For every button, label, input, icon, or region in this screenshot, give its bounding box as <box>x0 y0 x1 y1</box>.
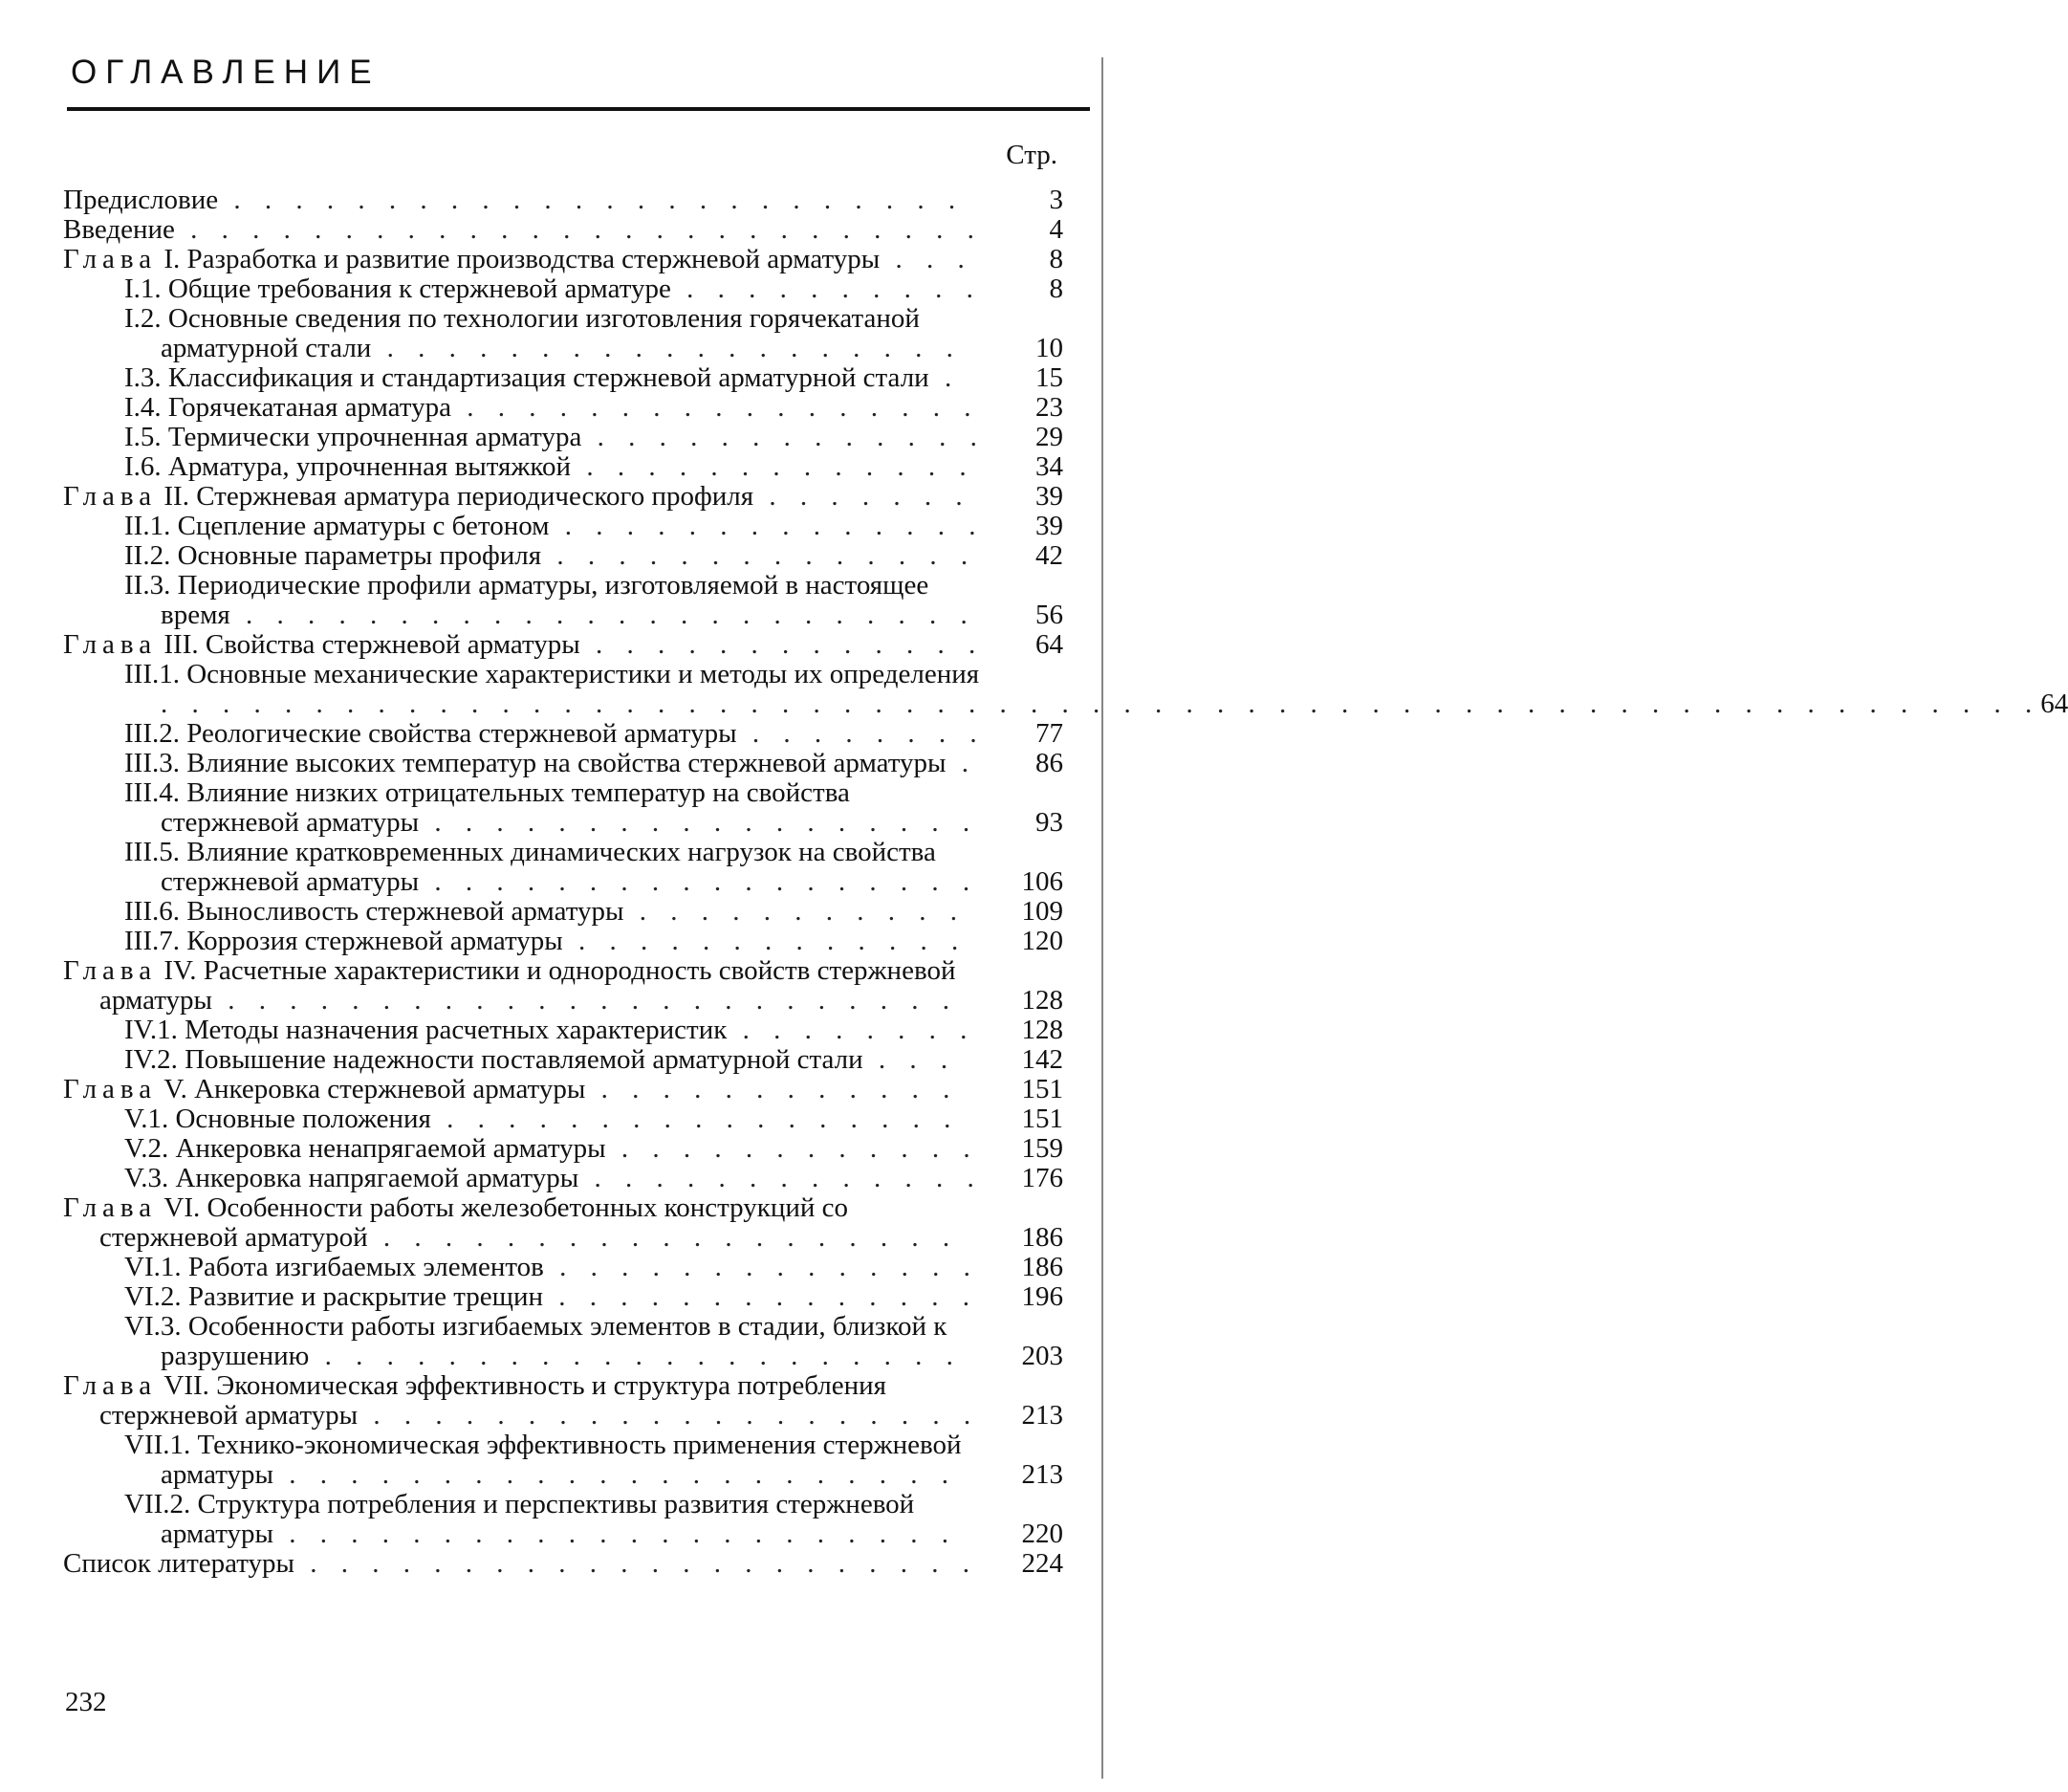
toc-entry-title <box>63 423 987 452</box>
toc-entry-page: 29 <box>1035 422 1063 452</box>
toc-entry-page: 151 <box>1021 1074 1063 1104</box>
toc-entry <box>63 1104 1063 1134</box>
toc-entry-title <box>63 541 987 571</box>
toc-entry-text: III.5. Влияние кратковременных динамических нагрузок на свойства стержневой арматуры <box>124 837 936 897</box>
toc-entry <box>63 659 2068 719</box>
toc-entry-text: IV. Расчетные характеристики и однородность свойств стержневой арматуры <box>99 955 956 1016</box>
toc-entry <box>63 571 1063 630</box>
dot-leader: . . . <box>880 244 973 274</box>
toc-entry-title <box>63 1104 987 1134</box>
toc-entry-title <box>63 1045 987 1075</box>
toc-entry-text: III.1. Основные механические характеристики и методы их определения <box>124 659 980 689</box>
toc-entry-text: VII.1. Технико-экономическая эффективность применения стержневой арматуры <box>124 1430 962 1490</box>
toc-entry-page: 109 <box>1021 896 1063 927</box>
toc-entry-title <box>63 363 987 393</box>
toc-entry-text: VI. Особенности работы железобетонных конструкций со стержневой арматурой <box>99 1192 849 1253</box>
toc-entry-page: 128 <box>1021 1015 1063 1045</box>
toc-entry-page: 93 <box>1035 807 1063 838</box>
dot-leader: . . . . . . . . . . . . . . <box>543 1252 979 1282</box>
dot-leader: . . . . . . . . . . . . . . . . . <box>430 1104 960 1134</box>
toc-entry-page: 213 <box>1021 1459 1063 1490</box>
toc-entry-text: Предисловие <box>63 185 219 215</box>
toc-entry-title <box>63 897 987 927</box>
dot-leader: . . . . . . . . . . . . . <box>571 451 975 482</box>
toc-entry <box>63 393 1063 423</box>
toc-entry-page: 56 <box>1035 600 1063 630</box>
toc-entry-title <box>63 778 987 838</box>
toc-entry <box>63 838 1063 897</box>
table-of-contents <box>63 185 2068 1579</box>
dot-leader: . . . . . . . . . . . . . . . . . . <box>419 807 979 838</box>
toc-entry <box>63 1075 1063 1104</box>
toc-entry-title <box>63 1075 987 1104</box>
toc-entry-title <box>63 660 2040 719</box>
toc-entry-title <box>63 393 987 423</box>
toc-entry <box>63 1371 1063 1431</box>
toc-entry <box>63 1164 1063 1193</box>
toc-entry-title <box>63 482 987 512</box>
toc-entry <box>63 1253 1063 1282</box>
toc-entry-title <box>63 1016 987 1045</box>
toc-entry <box>63 541 1063 571</box>
toc-entry-text: VI.3. Особенности работы изгибаемых элементов в стадии, близкой к разрушению <box>124 1311 947 1371</box>
toc-entry-title <box>63 927 987 956</box>
toc-entry <box>63 423 1063 452</box>
toc-entry-text: II. Стержневая арматура периодического профиля <box>157 481 754 512</box>
toc-entry-text: III.4. Влияние низких отрицательных температур на свойства стержневой арматуры <box>124 777 850 838</box>
toc-entry-title <box>63 1490 987 1549</box>
dot-leader: . . . . . . . . . . . . . <box>578 1163 983 1193</box>
dot-leader: . . . . . . . . . . . . . . <box>543 1281 979 1312</box>
toc-entry-page: 10 <box>1035 333 1063 363</box>
dot-leader: . . . . . . . . . . . . . <box>562 926 968 956</box>
dot-leader: . . . . . . . . . . . . . . . . . . . . . . . . . . . . . . . . . . . . . . . . . . . . . . . . . . . . . . . . . . . . . <box>161 688 2041 719</box>
toc-entry-page: 64 <box>2040 688 2068 719</box>
dot-leader: . . . . . . . . . . . . <box>585 1074 959 1104</box>
dot-leader: . . . . . . . . . . . . . . . . . . . <box>367 1222 959 1253</box>
dot-leader: . . . . . . . . . . . . . . <box>549 511 985 541</box>
toc-entry-title <box>63 1371 987 1431</box>
toc-entry-title <box>63 956 987 1016</box>
toc-entry <box>63 1431 1063 1490</box>
toc-entry-text: III.6. Выносливость стержневой арматуры <box>124 896 624 927</box>
toc-entry-text: III.3. Влияние высоких температур на свойства стержневой арматуры <box>124 748 947 778</box>
page-number: 232 <box>65 1687 107 1717</box>
toc-entry-page: 8 <box>1049 273 1063 304</box>
dot-leader: . . . . . . . . . . . . . <box>579 629 985 660</box>
toc-entry-title <box>63 630 987 660</box>
toc-entry <box>63 1490 1063 1549</box>
chapter-prefix: Глава <box>63 1074 158 1104</box>
toc-entry-title <box>63 1282 987 1312</box>
toc-entry <box>63 186 1063 215</box>
toc-entry-page: 3 <box>1049 185 1063 215</box>
toc-entry-text: V.1. Основные положения <box>124 1104 431 1134</box>
dot-leader: . . . . . . . . <box>736 718 986 749</box>
dot-leader: . . . . . . . . . . . . . . . . . . . . <box>358 1400 980 1431</box>
toc-entry-text: V.3. Анкеровка напрягаемой арматуры <box>124 1163 579 1193</box>
toc-entry-title <box>63 1164 987 1193</box>
toc-entry-page: 176 <box>1021 1163 1063 1193</box>
toc-entry-title <box>63 1193 987 1253</box>
toc-entry-page: 64 <box>1035 629 1063 660</box>
toc-entry-title <box>63 1253 987 1282</box>
toc-entry-title <box>63 719 987 749</box>
toc-entry-page: 186 <box>1021 1222 1063 1253</box>
chapter-prefix: Глава <box>63 1192 158 1223</box>
toc-entry-text: VII.2. Структура потребления и перспективы развития стержневой арматуры <box>124 1489 915 1549</box>
toc-entry <box>63 512 1063 541</box>
toc-entry <box>63 245 1063 274</box>
toc-entry <box>63 927 1063 956</box>
dot-leader: . . . . . . . . . . . . . <box>581 422 986 452</box>
dot-leader: . <box>928 362 961 393</box>
toc-entry-page: 128 <box>1021 985 1063 1016</box>
dot-leader: . . . <box>862 1044 957 1075</box>
toc-entry-page: 77 <box>1035 718 1063 749</box>
toc-entry-text: II.2. Основные параметры профиля <box>124 540 542 571</box>
toc-entry-page: 4 <box>1049 214 1063 245</box>
toc-entry <box>63 304 1063 363</box>
toc-entry-page: 42 <box>1035 540 1063 571</box>
dot-leader: . . . . . . . . . . . . . . . . . . . . . . . . . . <box>174 214 983 245</box>
toc-entry <box>63 1016 1063 1045</box>
toc-entry <box>63 452 1063 482</box>
toc-entry-title <box>63 1134 987 1164</box>
toc-entry <box>63 274 1063 304</box>
toc-entry-page: 34 <box>1035 451 1063 482</box>
chapter-prefix: Глава <box>63 1370 158 1401</box>
dot-leader: . . . . . . . . . . . . . . . . . . . . . . <box>272 1459 957 1490</box>
dot-leader: . . . . . . . . . . . . <box>605 1133 979 1164</box>
toc-entry-page: 213 <box>1021 1400 1063 1431</box>
dot-leader: . . . . . . . . . . . <box>623 896 966 927</box>
toc-entry-title <box>63 1431 987 1490</box>
toc-entry-text: VI.2. Развитие и раскрытие трещин <box>124 1281 544 1312</box>
toc-entry-text: I.5. Термически упрочненная арматура <box>124 422 582 452</box>
toc-entry <box>63 1193 1063 1253</box>
toc-entry-text: II.1. Сцепление арматуры с бетоном <box>124 511 550 541</box>
toc-entry-text: VI.1. Работа изгибаемых элементов <box>124 1252 544 1282</box>
toc-entry-page: 15 <box>1035 362 1063 393</box>
toc-entry <box>63 215 1063 245</box>
dot-leader: . . . . . . . . . . . . . . . . . . . . . <box>309 1341 962 1371</box>
toc-entry <box>63 1045 1063 1075</box>
toc-entry-text: VII. Экономическая эффективность и структура потребления стержневой арматуры <box>99 1370 887 1431</box>
toc-entry-page: 120 <box>1021 926 1063 956</box>
toc-entry <box>63 778 1063 838</box>
toc-entry <box>63 363 1063 393</box>
toc-entry-title <box>63 304 987 363</box>
toc-entry-text: Введение <box>63 214 175 245</box>
toc-entry-page: 39 <box>1035 481 1063 512</box>
toc-entry-text: III. Свойства стержневой арматуры <box>157 629 580 660</box>
toc-entry-text: I.3. Классификация и стандартизация стержневой арматурной стали <box>124 362 929 393</box>
toc-entry-page: 142 <box>1021 1044 1063 1075</box>
toc-entry-page: 23 <box>1035 392 1063 423</box>
toc-entry-page: 220 <box>1021 1519 1063 1549</box>
toc-entry-text: II.3. Периодические профили арматуры, изготовляемой в настоящее время <box>124 570 929 630</box>
dot-leader: . . . . . . . . . . <box>670 273 982 304</box>
toc-entry-page: 196 <box>1021 1281 1063 1312</box>
toc-entry-title <box>63 215 987 245</box>
toc-entry <box>63 482 1063 512</box>
toc-entry-page: 224 <box>1021 1548 1063 1579</box>
chapter-prefix: Глава <box>63 481 158 512</box>
dot-leader: . . . . . . . . . . . . . . . . . <box>450 392 980 423</box>
toc-entry-text: V. Анкеровка стержневой арматуры <box>157 1074 586 1104</box>
dot-leader: . . . . . . . . . . . . . . <box>541 540 977 571</box>
toc-entry-text: IV.1. Методы назначения расчетных характеристик <box>124 1015 728 1045</box>
toc-entry <box>63 749 1063 778</box>
chapter-prefix: Глава <box>63 629 158 660</box>
dot-leader: . . . . . . . . <box>727 1015 976 1045</box>
chapter-prefix: Глава <box>63 955 158 986</box>
toc-entry-page: 86 <box>1035 748 1063 778</box>
toc-entry <box>63 956 1063 1016</box>
toc-entry <box>63 719 1063 749</box>
page-heading: ОГЛАВЛЕНИЕ <box>71 54 381 91</box>
toc-entry-page: 186 <box>1021 1252 1063 1282</box>
dot-leader: . . . . . . . . . . . . . . . . . . . . . . . . <box>229 600 976 630</box>
dot-leader: . . . . . . . . . . . . . . . . . . <box>419 866 979 897</box>
toc-entry <box>63 1134 1063 1164</box>
toc-entry-text: III.2. Реологические свойства стержневой арматуры <box>124 718 737 749</box>
toc-entry-page: 203 <box>1021 1341 1063 1371</box>
toc-entry-title <box>63 274 987 304</box>
toc-entry-title <box>63 1549 987 1579</box>
toc-entry-text: I.2. Основные сведения по технологии изготовления горячекатаной арматурной стали <box>124 303 920 363</box>
dot-leader: . . . . . . . . . . . . . . . . . . . <box>371 333 962 363</box>
page-column-label: Стр. <box>1006 140 1057 170</box>
toc-entry-title <box>63 245 987 274</box>
toc-entry-page: 39 <box>1035 511 1063 541</box>
toc-entry-title <box>63 512 987 541</box>
toc-entry-page: 151 <box>1021 1104 1063 1134</box>
toc-entry <box>63 1282 1063 1312</box>
chapter-prefix: Глава <box>63 244 158 274</box>
toc-entry-page: 106 <box>1021 866 1063 897</box>
toc-entry-title <box>63 452 987 482</box>
toc-entry <box>63 1312 1063 1371</box>
toc-entry-title <box>63 1312 987 1371</box>
toc-entry-page: 8 <box>1049 244 1063 274</box>
dot-leader: . . . . . . . . . . . . . . . . . . . . . . . . <box>211 985 958 1016</box>
dot-leader: . . . . . . . . . . . . . . . . . . . . . . . . <box>218 185 965 215</box>
toc-entry-title <box>63 571 987 630</box>
dot-leader: . . . . . . . . . . . . . . . . . . . . . . <box>272 1519 957 1549</box>
toc-entry-page: 159 <box>1021 1133 1063 1164</box>
toc-entry-text: Список литературы <box>63 1548 295 1579</box>
toc-entry <box>63 630 1063 660</box>
dot-leader: . <box>946 748 978 778</box>
toc-entry-title <box>63 186 987 215</box>
toc-entry-text: IV.2. Повышение надежности поставляемой арматурной стали <box>124 1044 863 1075</box>
heading-rule <box>67 107 1090 111</box>
toc-entry-text: I.1. Общие требования к стержневой арматуре <box>124 273 671 304</box>
toc-entry <box>63 1549 1063 1579</box>
page-edge-line <box>1101 57 1103 1779</box>
toc-entry-text: V.2. Анкеровка ненапрягаемой арматуры <box>124 1133 606 1164</box>
toc-entry-text: I. Разработка и развитие производства стержневой арматуры <box>157 244 881 274</box>
toc-entry-text: III.7. Коррозия стержневой арматуры <box>124 926 563 956</box>
toc-entry-text: I.4. Горячекатаная арматура <box>124 392 451 423</box>
toc-entry-title <box>63 749 987 778</box>
dot-leader: . . . . . . . . . . . . . . . . . . . . . . <box>294 1548 979 1579</box>
toc-entry-title <box>63 838 987 897</box>
dot-leader: . . . . . . . <box>753 481 971 512</box>
toc-entry <box>63 897 1063 927</box>
toc-entry-text: I.6. Арматура, упрочненная вытяжкой <box>124 451 572 482</box>
